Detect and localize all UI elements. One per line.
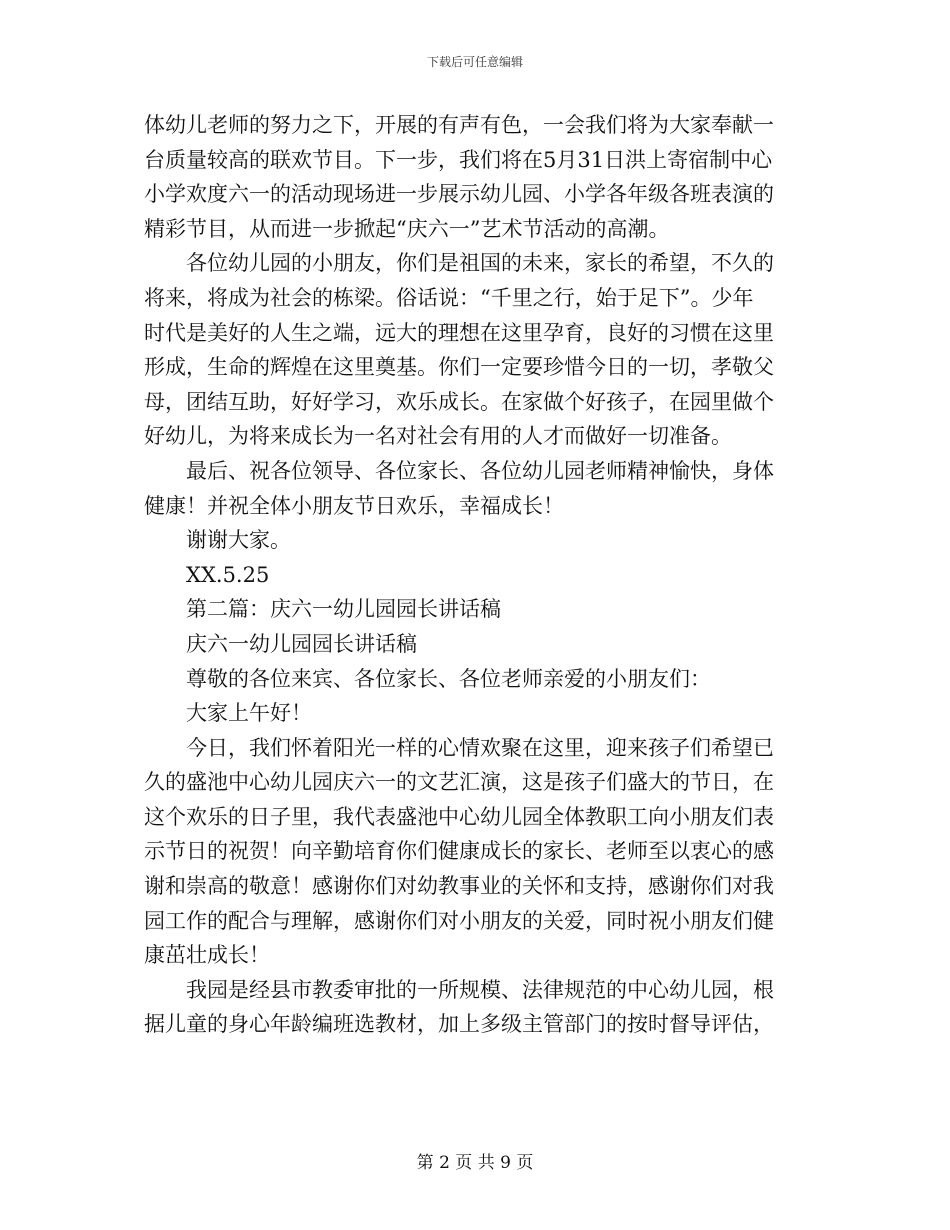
section-title: 第二篇：庆六一幼儿园园长讲话稿 (186, 597, 501, 622)
text-line: 台质量较高的联欢节目。下一步，我们将在5月31日洪上寄宿制中心 (144, 147, 773, 172)
text-line: 精彩节目，从而进一步掀起“庆六一”艺术节活动的高潮。 (144, 216, 670, 241)
text-line: 母，团结互助，好好学习，欢乐成长。在家做个好孩子，在园里做个 (144, 389, 774, 414)
page-header: 下载后可任意编辑 (426, 55, 523, 69)
text-line: 据儿童的身心年龄编班选教材，加上多级主管部门的按时督导评估， (144, 1012, 774, 1037)
text-line: 小学欢度六一的活动现场进一步展示幼儿园、小学各年级各班表演的 (144, 182, 774, 207)
text-line: 最后、祝各位领导、各位家长、各位幼儿园老师精神愉快，身体 (186, 458, 774, 483)
text-line: 久的盛池中心幼儿园庆六一的文艺汇演，这是孩子们盛大的节日，在 (144, 770, 774, 795)
page-number: 第 2 页 共 9 页 (416, 1153, 534, 1173)
text-line: 康茁壮成长！ (144, 943, 270, 968)
text-line: 好幼儿，为将来成长为一名对社会有用的人才而做好一切准备。 (144, 424, 732, 449)
text-line: 形成，生命的辉煌在这里奠基。你们一定要珍惜今日的一切，孝敬父 (144, 355, 774, 380)
text-line: 健康！并祝全体小朋友节日欢乐，幸福成长！ (144, 493, 564, 518)
speech-title: 庆六一幼儿园园长讲话稿 (186, 631, 417, 656)
document-body (144, 108, 804, 1042)
greeting: 大家上午好！ (186, 701, 312, 726)
text-line: 今日，我们怀着阳光一样的心情欢聚在这里，迎来孩子们希望已 (186, 735, 774, 760)
text-line: 将来，将成为社会的栋梁。俗话说：“千里之行，始于足下”。少年 (144, 285, 754, 310)
text-line: 谢谢大家。 (186, 528, 291, 553)
text-line: 各位幼儿园的小朋友，你们是祖国的未来，家长的希望，不久的 (186, 251, 774, 276)
text-line: 示节日的祝贺！向辛勤培育你们健康成长的家长、老师至以衷心的感 (144, 839, 774, 864)
text-line: 谢和崇高的敬意！感谢你们对幼教事业的关怀和支持，感谢你们对我 (144, 874, 774, 899)
text-line: 我园是经县市教委审批的一所规模、法律规范的中心幼儿园，根 (186, 977, 774, 1002)
text-line: 体幼儿老师的努力之下，开展的有声有色，一会我们将为大家奉献一 (144, 113, 774, 137)
text-line: 这个欢乐的日子里，我代表盛池中心幼儿园全体教职工向小朋友们表 (144, 804, 774, 829)
date-line: XX.5.25 (186, 562, 270, 587)
text-line: 园工作的配合与理解，感谢你们对小朋友的关爱，同时祝小朋友们健 (144, 908, 774, 933)
text-line: 时代是美好的人生之端，远大的理想在这里孕育，良好的习惯在这里 (144, 320, 774, 345)
salutation: 尊敬的各位来宾、各位家长、各位老师亲爱的小朋友们： (186, 666, 711, 691)
